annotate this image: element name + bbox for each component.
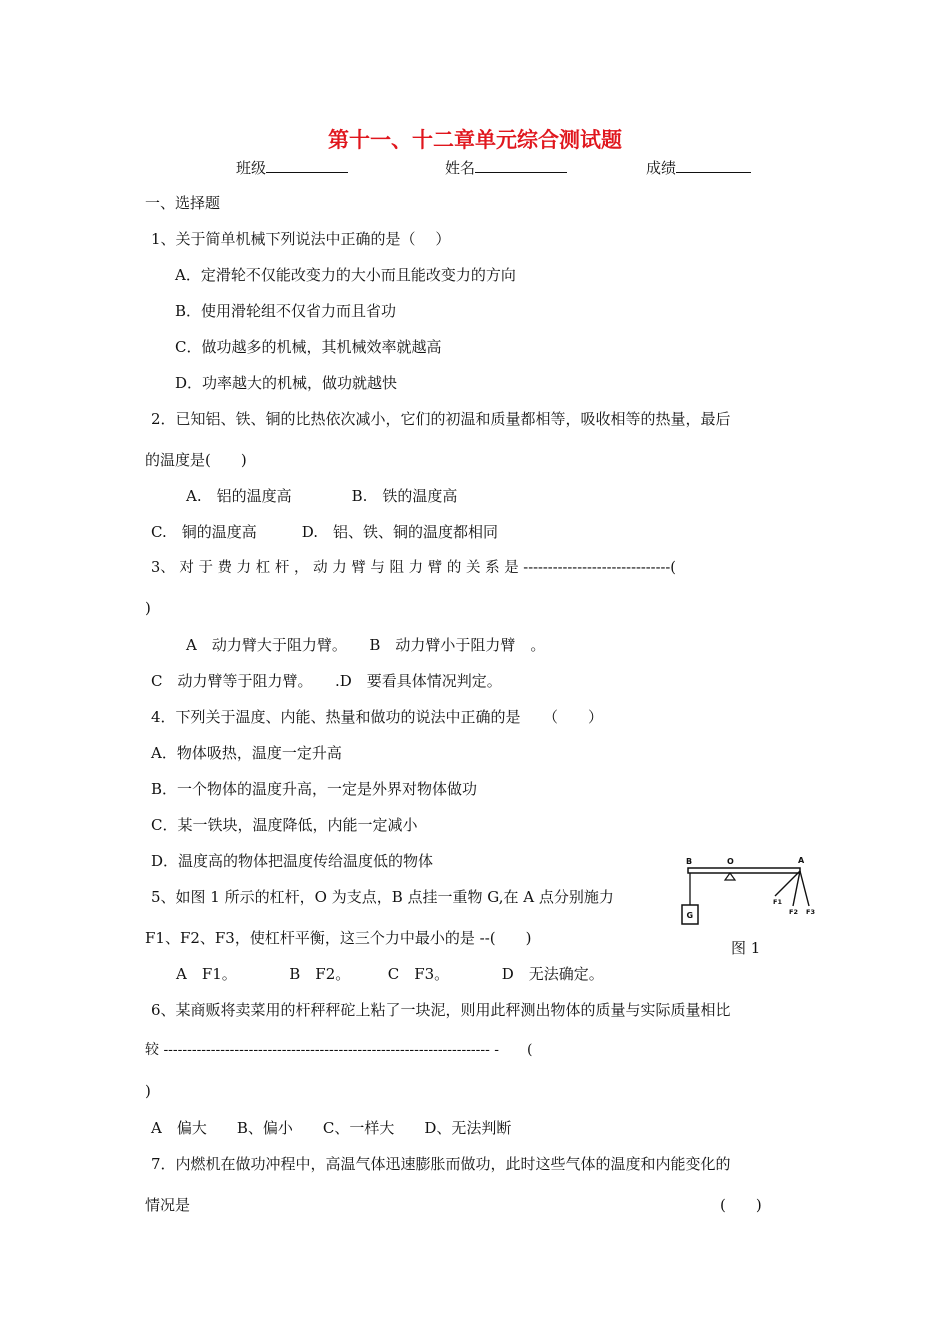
q1-option-c: C．做功越多的机械，其机械效率就越高 [175, 338, 442, 356]
lever-figure [676, 854, 816, 934]
q5-stem-line1: 5、如图 1 所示的杠杆，O 为支点，B 点挂一重物 G,在 A 点分别施力 [151, 888, 614, 906]
figure-caption: 图 1 [731, 939, 761, 957]
force-f1-label: F1 [773, 898, 782, 906]
q7-stem-line2: 情况是 [145, 1196, 191, 1214]
name-field [445, 158, 567, 178]
force-f2-label: F2 [789, 908, 798, 916]
q7-stem-line1: 7．内燃机在做功冲程中，高温气体迅速膨胀而做功，此时这些气体的温度和内能变化的 [151, 1155, 731, 1173]
section-heading: 一、选择题 [145, 194, 221, 212]
score-label: 成绩 [646, 159, 677, 177]
score-field [646, 158, 751, 178]
q1-option-a: A．定滑轮不仅能改变力的大小而且能改变力的方向 [175, 266, 516, 284]
lever-label-o: O [727, 857, 734, 866]
q5-stem-line2: F1、F2、F3，使杠杆平衡，这三个力中最小的是 --( ) [145, 929, 532, 947]
q4-option-a: A．物体吸热，温度一定升高 [151, 744, 342, 762]
q3-stem-line1: 3、 对 于 费 力 杠 杆 ， 动 力 臂 与 阻 力 臂 的 关 系 是 ------------------------------( [151, 560, 676, 576]
q3-options-ab: A 动力臂大于阻力臂。 B 动力臂小于阻力臂 。 [186, 636, 546, 654]
q1-option-b: B．使用滑轮组不仅省力而且省功 [175, 302, 397, 320]
class-label: 班级 [236, 159, 267, 177]
class-blank [266, 158, 348, 173]
lever-label-a: A [798, 856, 805, 865]
q6-stem-line3: ) [145, 1082, 151, 1100]
q6-options: A 偏大 B、偏小 C、一样大 D、无法判断 [151, 1119, 512, 1137]
name-blank [475, 158, 567, 173]
q1-option-d: D．功率越大的机械，做功就越快 [175, 374, 398, 392]
q4-option-b: B．一个物体的温度升高，一定是外界对物体做功 [151, 780, 478, 798]
q3-stem-line2: ) [145, 599, 151, 617]
q2-options-ab: A. 铝的温度高 B. 铁的温度高 [186, 487, 458, 505]
force-f3-arrow [800, 871, 809, 906]
q2-stem-line2: 的温度是( ) [145, 451, 247, 469]
force-f3-label: F3 [806, 908, 815, 916]
q2-options-cd: C. 铜的温度高 D. 铝、铁、铜的温度都相同 [151, 523, 498, 541]
q6-stem-line1: 6、某商贩将卖菜用的杆秤秤砣上粘了一块泥，则用此秤测出物体的质量与实际质量相比 [151, 1001, 731, 1019]
q5-options: A F1。 B F2。 C F3。 D 无法确定。 [176, 965, 604, 983]
q3-options-cd: C 动力臂等于阻力臂。 .D 要看具体情况判定。 [151, 672, 502, 690]
q2-stem-line1: 2．已知铝、铁、铜的比热依次减小，它们的初温和质量都相等，吸收相等的热量，最后 [151, 410, 731, 428]
q4-stem: 4．下列关于温度、内能、热量和做功的说法中正确的是 （ ） [151, 708, 604, 726]
q6-stem-line2: 较 --------------------------------------------------------------------- - ( [145, 1042, 533, 1058]
fulcrum [725, 873, 735, 880]
q1-stem: 1、关于简单机械下列说法中正确的是（ ） [151, 230, 451, 248]
lever-bar [688, 868, 800, 873]
score-blank [676, 158, 751, 173]
q4-option-c: C．某一铁块，温度降低，内能一定减小 [151, 816, 418, 834]
page-title: 第十一、十二章单元综合测试题 [328, 128, 622, 152]
lever-label-b: B [686, 857, 693, 866]
weight-g-label: G [686, 911, 694, 920]
q4-option-d: D．温度高的物体把温度传给温度低的物体 [151, 852, 434, 870]
class-field [236, 158, 348, 178]
q7-answer-bracket: ( ) [720, 1196, 762, 1214]
name-label: 姓名 [445, 159, 476, 177]
